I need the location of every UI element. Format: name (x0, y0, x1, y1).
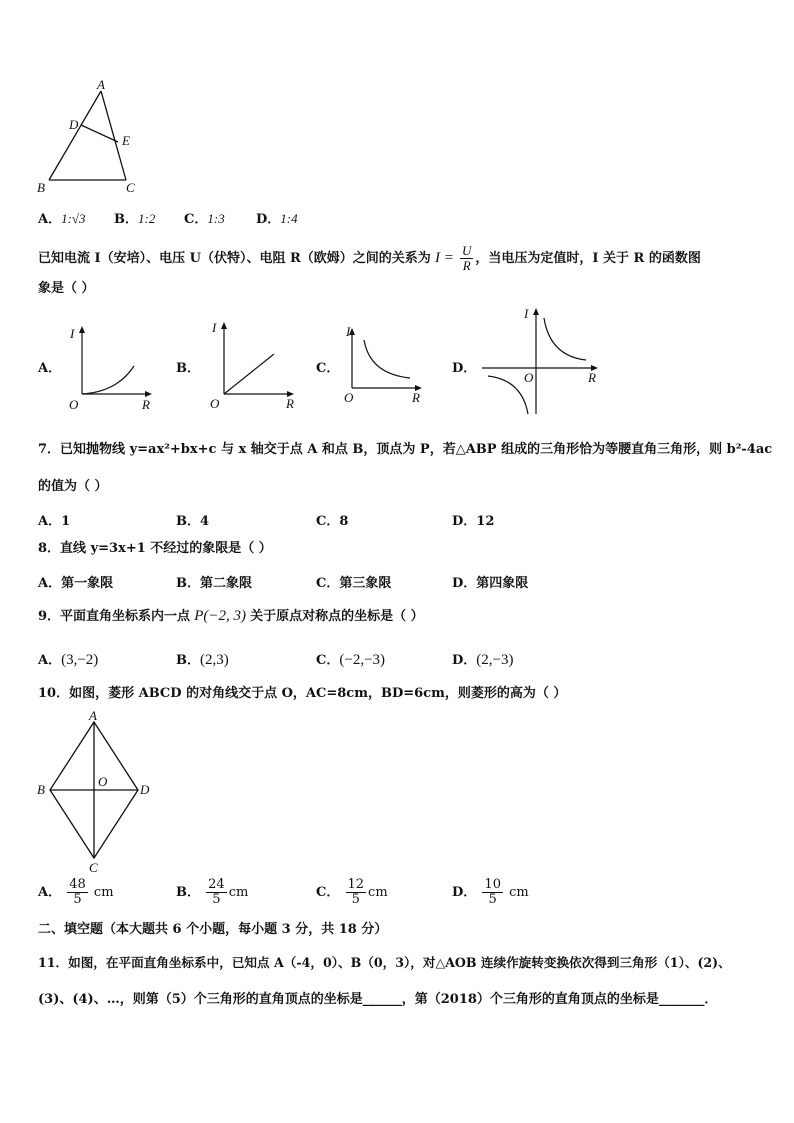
q11-line2: (3)、(4)、…，则第（5）个三角形的直角顶点的坐标是______，第（2018）个三角形的直角顶点的坐标是_______． (38, 992, 718, 1007)
q6c-axis-y: I (346, 324, 351, 339)
q10-option-a-fraction (67, 878, 88, 907)
q8-option-b-letter: B． (176, 576, 200, 591)
q9-question (38, 608, 424, 625)
q8-option-d[interactable] (452, 572, 528, 591)
q9-option-a-text: (3,−2) (61, 652, 99, 668)
q10-line: 10．如图，菱形 ABCD 的对角线交于点 O，AC=8cm，BD=6cm，则菱形的高为（ ） (38, 686, 567, 701)
q6-question-line1 (38, 244, 701, 273)
q8-option-a-text: 第一象限 (61, 576, 114, 591)
q7-line1: 7．已知抛物线 y=ax²+bx+c 与 x 轴交于点 A 和点 B，顶点为 P，若△ABP 组成的三角形恰为等腰直角三角形，则 b²-4ac (38, 442, 773, 457)
q6a-axis-y: I (70, 326, 75, 341)
q10-label-O: O (98, 774, 108, 789)
q6b-axis-x: R (286, 396, 294, 411)
q10-option-b[interactable] (176, 878, 248, 907)
q10-label-B: B (37, 782, 45, 797)
q10-option-b-den: 5 (212, 892, 221, 907)
q5-triangle-figure (34, 78, 144, 198)
q10-option-a-letter: A． (38, 885, 62, 900)
q10-option-d-fraction (482, 878, 503, 907)
q6a-origin: O (69, 397, 79, 412)
q8-option-a[interactable] (38, 572, 113, 591)
q7-option-b[interactable] (176, 510, 209, 529)
q7-line2: 的值为（ ） (38, 479, 108, 494)
q6c-axis-x: R (412, 390, 420, 405)
q10-option-d-unit: cm (509, 885, 529, 900)
section2-heading: 二、填空题（本大题共 6 个小题，每小题 3 分，共 18 分） (38, 922, 388, 937)
q9-option-a[interactable] (38, 649, 98, 669)
q5-label-E: E (122, 133, 130, 148)
q10-option-c-unit: cm (368, 885, 388, 900)
q6-text-c: 象是（ ） (38, 281, 95, 296)
q6-text-b: ，当电压为定值时，I 关于 R 的函数图 (475, 251, 701, 266)
q10-option-b-num: 24 (208, 877, 225, 892)
q10-option-a-den: 5 (73, 892, 82, 907)
q7-option-d-letter: D． (452, 514, 477, 529)
q9-option-b-text: (2,3) (200, 652, 229, 668)
q10-option-c-den: 5 (351, 892, 360, 907)
q6-graph-a (62, 322, 162, 412)
q6c-origin: O (344, 390, 354, 405)
q6-graph-c (334, 322, 434, 410)
q7-option-c-text: 8 (339, 514, 349, 529)
q10-option-c-num: 12 (347, 877, 365, 892)
q7-option-a-text: 1 (61, 514, 71, 529)
q10-option-a-unit: cm (93, 885, 114, 900)
q7-option-a-letter: A． (38, 514, 62, 529)
q9-text-b: 关于原点对称点的坐标是（ ） (250, 609, 424, 624)
q5-option-a[interactable] (38, 208, 86, 227)
q5-label-A: A (97, 78, 105, 92)
q6a-axis-x: R (142, 397, 150, 412)
q8-option-b-text: 第二象限 (200, 576, 253, 591)
q10-option-c[interactable] (316, 878, 388, 907)
q6-graph-d (478, 304, 608, 420)
q6-option-b[interactable]: B． (176, 361, 200, 376)
q6-formula-fraction (460, 244, 473, 273)
q5-label-B: B (37, 180, 45, 195)
q6b-origin: O (210, 396, 220, 411)
q8-option-a-letter: A． (38, 576, 62, 591)
q5-option-b[interactable] (114, 208, 155, 227)
q6d-origin: O (524, 370, 534, 385)
q9-point: P(−2, 3) (194, 608, 246, 624)
q9-option-d[interactable] (452, 649, 513, 669)
q5-option-b-letter: B． (114, 212, 138, 227)
q6-option-d[interactable]: D． (452, 361, 477, 376)
q5-option-d-text: 1:4 (280, 211, 298, 226)
q11-line1: 11．如图，在平面直角坐标系中，已知点 A（-4，0）、B（0，3），对△AOB 连续作旋转变换依次得到三角形（1）、(2)、 (38, 955, 731, 970)
q9-text-a: 9．平面直角坐标系内一点 (38, 609, 191, 624)
q6-text-a: 已知电流 I（安培）、电压 U（伏特）、电阻 R（欧姆）之间的关系为 (38, 251, 431, 266)
q6-option-a[interactable]: A． (38, 361, 62, 376)
q6b-axis-y: I (212, 320, 217, 335)
q8-option-c[interactable] (316, 572, 391, 591)
q10-option-c-fraction (346, 878, 367, 907)
q9-option-c[interactable] (316, 649, 385, 669)
q9-option-b[interactable] (176, 649, 229, 669)
q7-option-d[interactable] (452, 510, 494, 529)
q10-label-D: D (140, 782, 150, 797)
q10-option-c-letter: C． (316, 885, 340, 900)
q5-option-b-text: 1:2 (138, 211, 156, 226)
q10-option-b-unit: cm (228, 885, 249, 900)
q5-label-D: D (69, 117, 79, 132)
q10-label-C: C (89, 860, 98, 875)
q7-option-b-text: 4 (200, 514, 210, 529)
q9-option-d-letter: D． (452, 653, 477, 668)
q10-option-b-letter: B． (176, 885, 200, 900)
q6d-axis-x: R (588, 370, 596, 385)
q7-option-b-letter: B． (176, 514, 200, 529)
q6-formula-lhs: I = (434, 250, 454, 266)
q8-option-d-letter: D． (452, 576, 477, 591)
q10-option-d-den: 5 (488, 892, 497, 907)
q6-graph-b (200, 318, 300, 412)
q6d-axis-y: I (524, 306, 529, 321)
q7-option-a[interactable] (38, 510, 70, 529)
q9-option-d-text: (2,−3) (476, 652, 514, 668)
q10-option-d[interactable] (452, 878, 529, 907)
q5-option-a-text: 1:√3 (61, 211, 86, 226)
q8-option-d-text: 第四象限 (476, 576, 529, 591)
q10-option-a[interactable] (38, 878, 114, 907)
q5-option-d-letter: D． (256, 212, 281, 227)
q5-option-a-letter: A． (38, 212, 62, 227)
q7-option-c-letter: C． (316, 514, 340, 529)
q6-formula-num: U (461, 243, 472, 258)
q6-option-c[interactable]: C． (316, 361, 340, 376)
q5-label-C: C (126, 180, 135, 195)
q10-option-d-letter: D． (452, 885, 477, 900)
q10-option-b-fraction (206, 878, 227, 907)
q9-option-c-text: (−2,−3) (339, 652, 386, 668)
q7-option-d-text: 12 (476, 514, 495, 529)
q5-option-c[interactable] (184, 208, 225, 227)
q9-option-b-letter: B． (176, 653, 200, 668)
q10-option-a-num: 48 (69, 877, 86, 892)
q10-label-A: A (89, 708, 97, 723)
q8-option-c-letter: C． (316, 576, 340, 591)
q6-formula-den: R (462, 258, 471, 273)
q10-rhombus-figure (34, 708, 164, 878)
q10-option-d-num: 10 (484, 877, 501, 892)
q5-option-c-text: 1:3 (207, 211, 225, 226)
q8-option-c-text: 第三象限 (339, 576, 392, 591)
q7-option-c[interactable] (316, 510, 348, 529)
q9-option-c-letter: C． (316, 653, 340, 668)
q8-line: 8．直线 y=3x+1 不经过的象限是（ ） (38, 541, 272, 556)
q8-option-b[interactable] (176, 572, 252, 591)
q5-option-c-letter: C． (184, 212, 208, 227)
q9-option-a-letter: A． (38, 653, 62, 668)
q5-option-d[interactable] (256, 208, 298, 227)
